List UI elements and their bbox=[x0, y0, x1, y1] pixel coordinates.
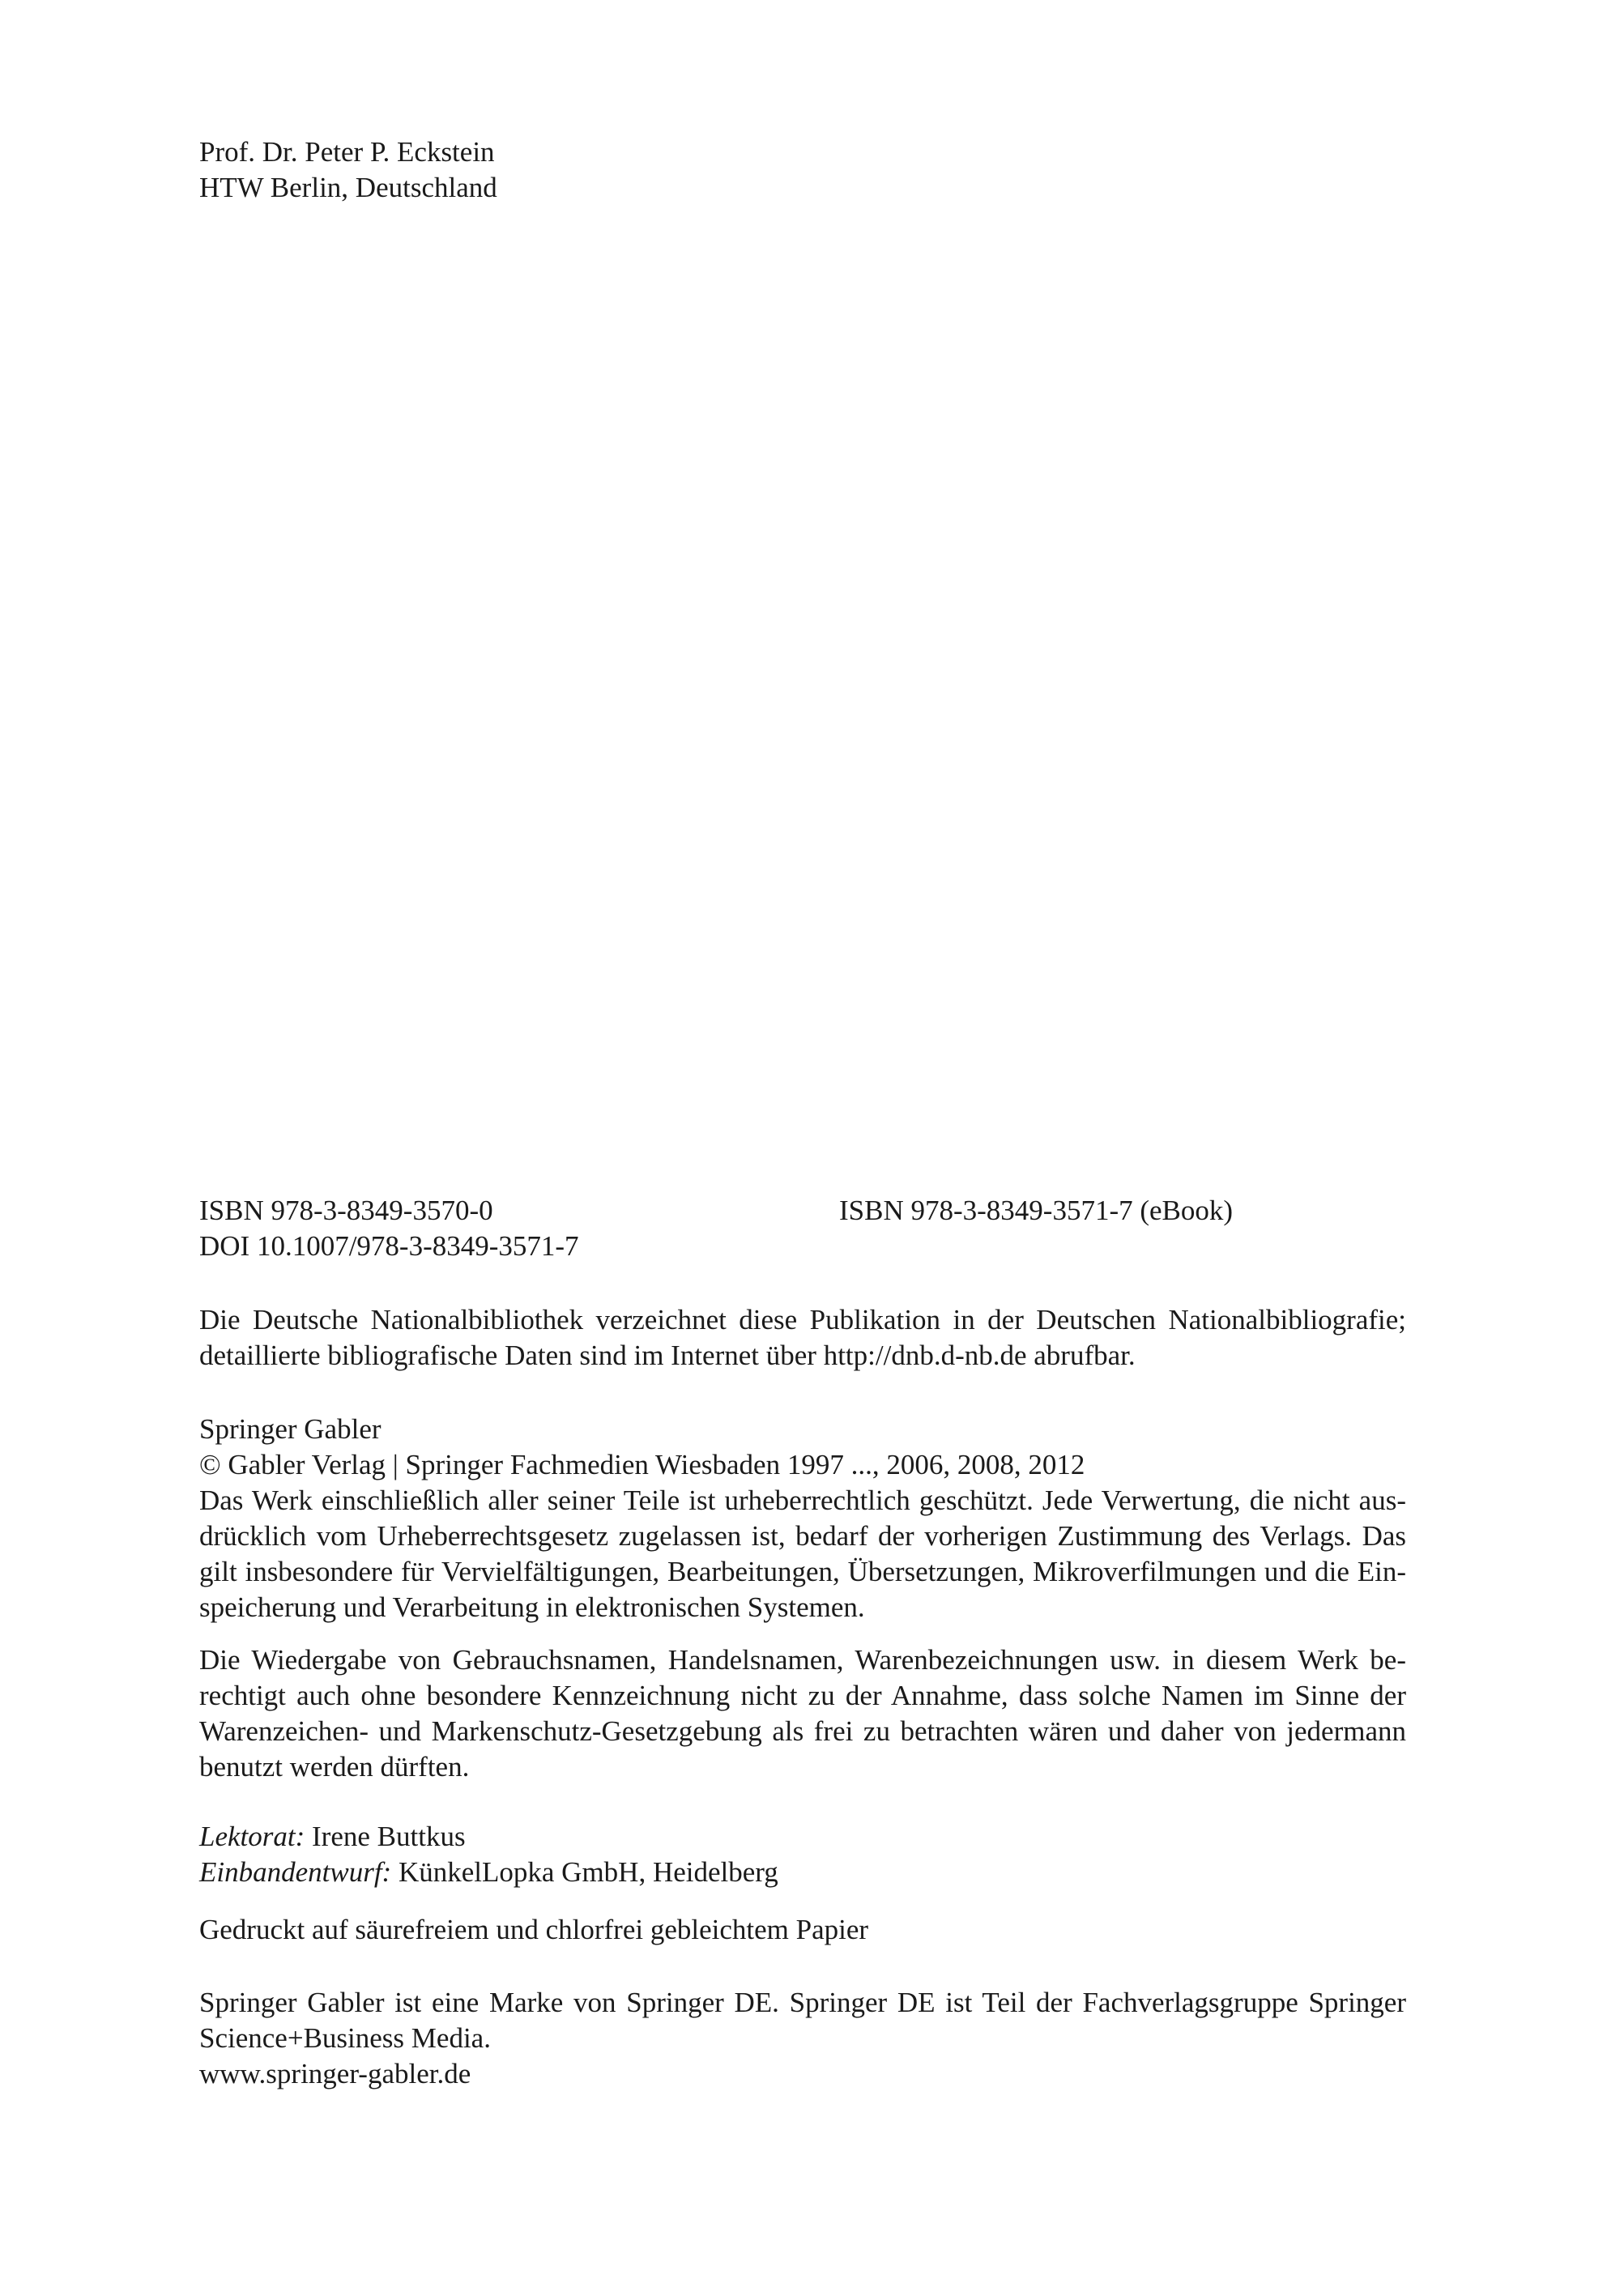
isbn-print: ISBN 978-3-8349-3570-0 bbox=[199, 1195, 493, 1226]
lektorat-line bbox=[199, 1819, 1406, 1855]
copyright-line: © Gabler Verlag | Springer Fachmedien Wiesbaden 1997 ..., 2006, 2008, 2012 bbox=[199, 1449, 1085, 1480]
doi: DOI 10.1007/978-3-8349-3571-7 bbox=[199, 1230, 579, 1262]
cover-design-line bbox=[199, 1855, 1406, 1890]
usage-line: rechtigt auch ohne besondere Kennzeichnung nicht zu der Annahme, dass solche Namen im Sinne der bbox=[199, 1680, 1406, 1711]
credits-block bbox=[199, 1819, 1406, 1890]
publisher-block bbox=[199, 1412, 1406, 1625]
paper-notice bbox=[199, 1912, 1406, 1948]
rights-line: gilt insbesondere für Vervielfältigungen, Bearbeitungen, Übersetzungen, Mikroverfilmungen und die Ein- bbox=[199, 1556, 1406, 1587]
usage-line: Die Wiedergabe von Gebrauchsnamen, Handelsnamen, Warenbezeichnungen usw. in diesem Werk be- bbox=[199, 1644, 1406, 1676]
cover-design-value: KünkelLopka GmbH, Heidelberg bbox=[398, 1856, 778, 1888]
cover-design-label: Einbandentwurf: bbox=[199, 1856, 392, 1888]
rights-line: speicherung und Verarbeitung in elektronischen Systemen. bbox=[199, 1591, 865, 1623]
imprint-line: Springer Gabler ist eine Marke von Springer DE. Springer DE ist Teil der Fachverlagsgruppe Springer bbox=[199, 1987, 1406, 2018]
author-block bbox=[199, 134, 1406, 206]
usage-notice bbox=[199, 1642, 1406, 1785]
author-affiliation: HTW Berlin, Deutschland bbox=[199, 172, 497, 203]
rights-line: Das Werk einschließlich aller seiner Teile ist urheberrechtlich geschützt. Jede Verwertung, die nicht aus- bbox=[199, 1485, 1406, 1516]
publisher-website: www.springer-gabler.de bbox=[199, 2058, 471, 2089]
rights-line: drücklich vom Urheberrechtsgesetz zugelassen ist, bedarf der vorherigen Zustimmung des Verlags. Das bbox=[199, 1520, 1406, 1552]
dnb-notice bbox=[199, 1302, 1406, 1374]
dnb-line: detaillierte bibliografische Daten sind im Internet über http://dnb.d-nb.de abrufbar. bbox=[199, 1340, 1136, 1371]
imprint-line: Science+Business Media. bbox=[199, 2022, 491, 2054]
isbn-ebook: ISBN 978-3-8349-3571-7 (eBook) bbox=[839, 1195, 1234, 1226]
isbn-ebook-block bbox=[839, 1193, 1406, 1229]
isbn-print-block bbox=[199, 1193, 766, 1264]
usage-line: Warenzeichen- und Markenschutz-Gesetzgebung als frei zu betrachten wären und daher von jedermann bbox=[199, 1715, 1406, 1747]
paper-line: Gedruckt auf säurefreiem und chlorfrei gebleichtem Papier bbox=[199, 1914, 869, 1945]
author-name: Prof. Dr. Peter P. Eckstein bbox=[199, 136, 495, 168]
lektorat-label: Lektorat: bbox=[199, 1821, 305, 1852]
lektorat-value: Irene Buttkus bbox=[312, 1821, 466, 1852]
publisher-imprint: Springer Gabler bbox=[199, 1413, 382, 1445]
usage-line: benutzt werden dürften. bbox=[199, 1751, 470, 1783]
imprint-block bbox=[199, 1985, 1406, 2092]
dnb-line: Die Deutsche Nationalbibliothek verzeichnet diese Publikation in der Deutschen Nationalbibliografie; bbox=[199, 1304, 1406, 1335]
